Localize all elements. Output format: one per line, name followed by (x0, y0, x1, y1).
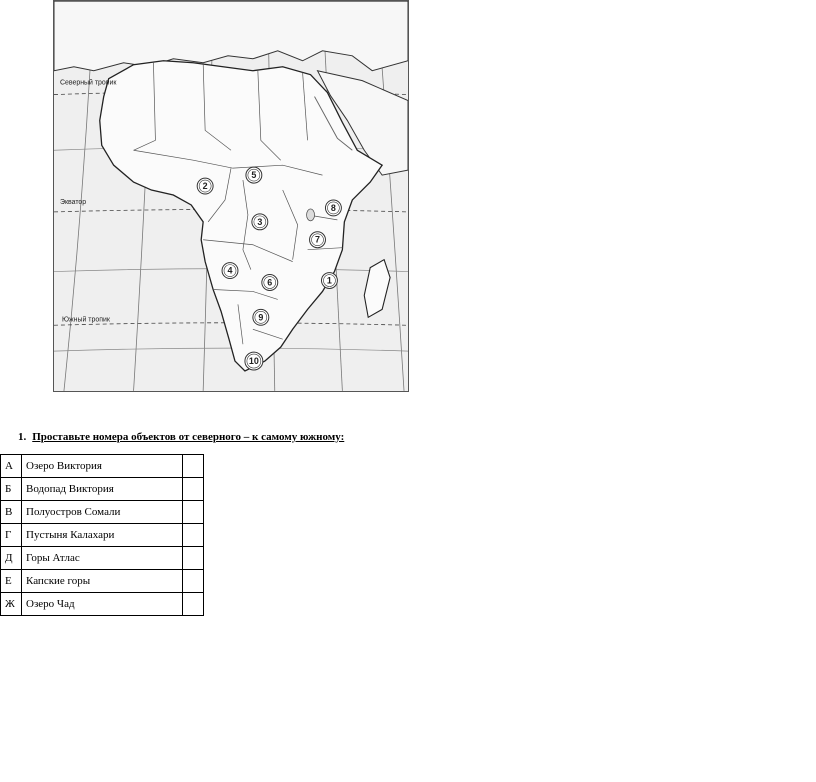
svg-text:7: 7 (315, 234, 321, 245)
table-row (1, 455, 204, 478)
task-heading (18, 431, 344, 443)
table-row (1, 570, 204, 593)
equator-label: Экватор (59, 198, 87, 206)
answer-table (0, 454, 204, 616)
row-letter: А (1, 455, 22, 478)
svg-text:6: 6 (267, 277, 273, 288)
marker-8 (325, 200, 341, 216)
answer-cell[interactable] (183, 501, 204, 524)
marker-10 (245, 352, 263, 370)
row-letter: Д (1, 547, 22, 570)
svg-text:9: 9 (258, 312, 264, 323)
marker-9 (253, 309, 269, 325)
answer-cell[interactable] (183, 524, 204, 547)
object-name: Озеро Виктория (22, 455, 183, 478)
object-name: Водопад Виктория (22, 478, 183, 501)
row-letter: Ж (1, 593, 22, 616)
table-row (1, 593, 204, 616)
row-letter: В (1, 501, 22, 524)
object-name: Капские горы (22, 570, 183, 593)
answer-cell[interactable] (183, 593, 204, 616)
svg-text:5: 5 (251, 170, 257, 181)
table-row (1, 524, 204, 547)
answer-cell[interactable] (183, 570, 204, 593)
table-row (1, 547, 204, 570)
row-letter: Г (1, 524, 22, 547)
object-name: Пустыня Калахари (22, 524, 183, 547)
answer-cell[interactable] (183, 455, 204, 478)
svg-text:2: 2 (202, 181, 208, 192)
svg-text:3: 3 (257, 216, 263, 227)
map-svg (54, 1, 408, 391)
svg-text:8: 8 (330, 202, 336, 213)
answer-cell[interactable] (183, 547, 204, 570)
object-name: Полуостров Сомали (22, 501, 183, 524)
marker-7 (310, 232, 326, 248)
marker-2 (197, 178, 213, 194)
africa-outline-map (53, 0, 409, 392)
marker-3 (252, 214, 268, 230)
south-tropic-label: Южный тропик (61, 316, 110, 324)
row-letter: Е (1, 570, 22, 593)
row-letter: Б (1, 478, 22, 501)
svg-text:10: 10 (248, 356, 259, 367)
svg-text:1: 1 (326, 275, 332, 286)
marker-6 (262, 275, 278, 291)
table-row (1, 501, 204, 524)
task-text: Проставьте номера объектов от северного – к самому южному: (32, 431, 345, 443)
table-row (1, 478, 204, 501)
marker-5 (246, 167, 262, 183)
marker-1 (321, 273, 337, 289)
svg-text:4: 4 (227, 265, 233, 276)
object-name: Горы Атлас (22, 547, 183, 570)
object-name: Озеро Чад (22, 593, 183, 616)
north-tropic-label: Северный тропик (59, 79, 117, 87)
answer-cell[interactable] (183, 478, 204, 501)
marker-4 (222, 263, 238, 279)
task-number: 1. (18, 431, 27, 443)
